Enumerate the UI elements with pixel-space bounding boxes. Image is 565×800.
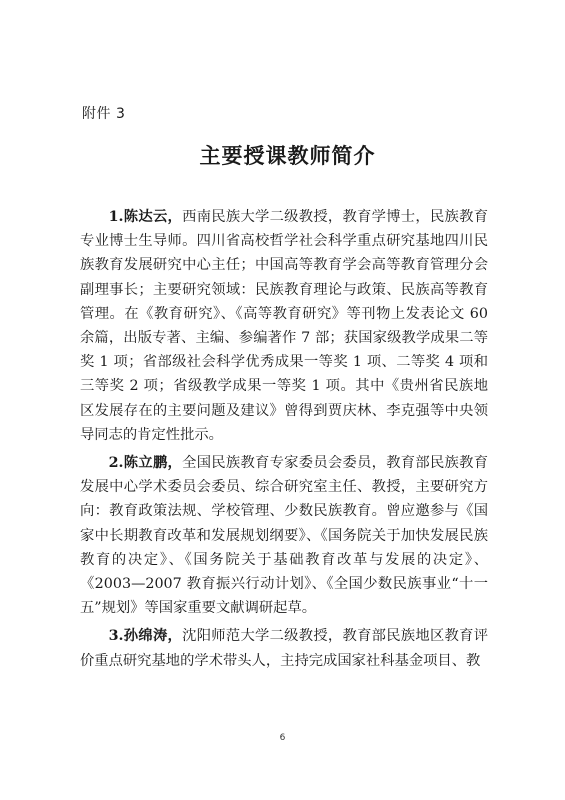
page-title: 主要授课教师简介 [199, 143, 376, 168]
teacher-bio-1: 西南民族大学二级教授，教育学博士，民族教育专业博士生导师。四川省高校哲学社会科学重点研究基地四川民族教育发展研究中心主任；中国高等教育学会高等教育管理分会副理事长；主要研究领域：民族教育理论与政策、民族高等教育管理。在《教育研究》、《高等教育研究》等刊物上发表论文 60 余篇，出版专著、主编、参编著作 7 部；获国家级教学成果二等奖 1 项；省部级社会科学优秀成果一等奖 1 项、二等奖 4 项和三等奖 2 项；省级教学成果一等奖 1 项。其中《贵州省民族地区发展存在的主要问题及建议》曾得到贾庆林、李克强等中央领导同志的肯定性批示。 [80, 209, 488, 443]
attachment-label: 附件 3 [82, 106, 126, 122]
teacher-name-3: 3.孙绵涛， [108, 628, 183, 645]
teacher-name-2: 2.陈立鹏， [108, 455, 183, 472]
page-number: 6 [279, 733, 286, 743]
body-text [80, 205, 488, 677]
teacher-bio-3: 沈阳师范大学二级教授，教育部民族地区教育评价重点研究基地的学术带头人，主持完成国家社科基金项目、教 [80, 628, 488, 669]
teacher-name-1: 1.陈达云， [108, 209, 183, 225]
teacher-bio-2: 全国民族教育专家委员会委员，教育部民族教育发展中心学术委员会委员、综合研究室主任、教授，主要研究方向：教育政策法规、学校管理、少数民族教育。曾应邀参与《国家中长期教育改革和发展规划纲要》、《国务院关于加快发展民族教育的决定》、《国务院关于基础教育改革与发展的决定》、《2003—2007 教育振兴行动计划》、《全国少数民族事业“十一五”规划》等国家重要文献调研起草。 [80, 455, 488, 617]
teacher-paragraph-2 [80, 451, 488, 620]
teacher-paragraph-3 [80, 624, 488, 672]
teacher-paragraph-1 [80, 205, 488, 447]
